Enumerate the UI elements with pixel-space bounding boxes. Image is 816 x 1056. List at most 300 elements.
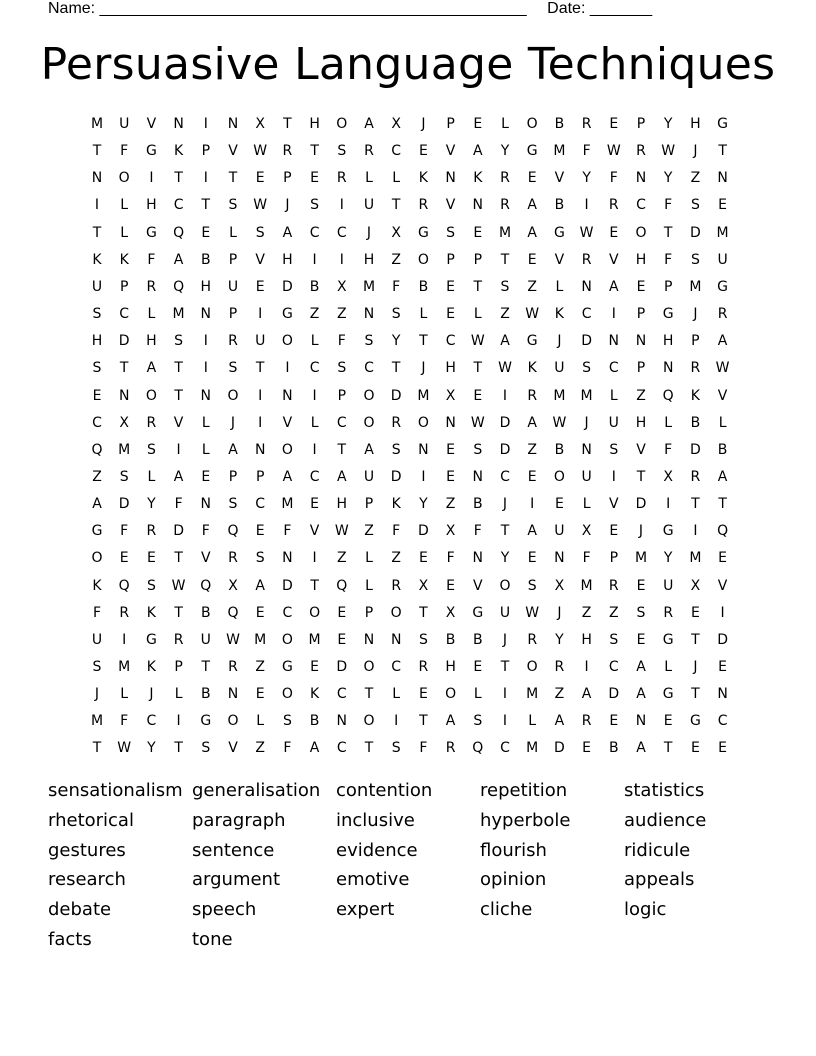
grid-letter: R: [500, 170, 510, 187]
grid-letter: I: [693, 523, 698, 540]
grid-letter: E: [446, 577, 456, 594]
grid-letter: T: [500, 523, 510, 540]
grid-letter: J: [230, 414, 236, 431]
grid-letter: A: [554, 713, 565, 730]
grid-letter: U: [227, 278, 239, 295]
grid-letter: O: [281, 631, 293, 648]
grid-letter: D: [499, 414, 511, 431]
grid-row: [85, 440, 745, 460]
grid-letter: F: [147, 251, 156, 268]
grid-letter: U: [499, 604, 511, 621]
grid-letter: T: [119, 360, 129, 377]
grid-letter: R: [282, 143, 293, 160]
grid-letter: E: [473, 387, 483, 404]
grid-letter: D: [173, 523, 184, 540]
grid-letter: J: [421, 116, 426, 132]
grid-letter: A: [636, 686, 646, 703]
grid-letter: Q: [200, 577, 212, 594]
grid-letter: I: [530, 496, 535, 513]
grid-letter: Z: [554, 686, 565, 703]
grid-letter: F: [664, 441, 673, 458]
grid-letter: Y: [419, 496, 428, 513]
grid-letter: H: [363, 251, 375, 268]
grid-letter: W: [253, 197, 268, 214]
grid-letter: L: [365, 170, 373, 187]
grid-letter: E: [473, 224, 483, 241]
grid-letter: E: [418, 686, 428, 703]
grid-letter: N: [282, 387, 293, 404]
grid-letter: M: [526, 686, 539, 703]
grid-letter: C: [336, 740, 347, 757]
grid-letter: E: [690, 740, 700, 757]
grid-letter: L: [120, 224, 129, 241]
grid-letter: Z: [527, 278, 537, 295]
grid-letter: L: [664, 659, 673, 675]
grid-letter: R: [173, 631, 184, 648]
grid-letter: K: [119, 251, 129, 268]
grid-letter: Q: [91, 441, 103, 458]
page-title: Persuasive Language Techniques: [40, 39, 776, 90]
grid-letter: G: [145, 224, 157, 241]
grid-letter: C: [717, 713, 728, 730]
word-bank-item: appeals: [624, 869, 695, 891]
grid-letter: A: [92, 496, 102, 513]
grid-letter: M: [417, 387, 430, 404]
grid-letter: S: [391, 740, 401, 757]
grid-letter: S: [92, 306, 102, 323]
date-field-label: Date: _______: [547, 0, 653, 17]
grid-letter: M: [90, 116, 104, 132]
grid-letter: L: [528, 713, 537, 730]
grid-letter: C: [336, 414, 347, 431]
grid-row: [85, 331, 745, 351]
grid-letter: Z: [581, 604, 592, 621]
grid-letter: R: [228, 333, 238, 350]
grid-letter: M: [580, 387, 593, 404]
grid-letter: E: [554, 496, 564, 513]
grid-letter: O: [145, 387, 157, 404]
grid-letter: L: [120, 197, 129, 214]
grid-letter: R: [527, 631, 538, 648]
word-bank-item: paragraph: [192, 809, 286, 831]
grid-letter: W: [579, 224, 594, 241]
grid-letter: T: [391, 197, 401, 214]
grid-letter: K: [527, 360, 537, 377]
grid-letter: U: [363, 197, 375, 214]
grid-letter: Z: [391, 550, 401, 567]
grid-letter: E: [718, 740, 728, 757]
grid-letter: S: [92, 360, 102, 377]
grid-row: [85, 141, 745, 161]
grid-letter: E: [527, 550, 537, 567]
grid-letter: U: [91, 278, 103, 295]
grid-letter: L: [120, 686, 129, 703]
grid-letter: A: [173, 251, 184, 268]
grid-letter: R: [527, 387, 538, 404]
word-bank-item: research: [48, 869, 126, 891]
grid-letter: R: [146, 414, 157, 431]
grid-letter: I: [258, 306, 263, 323]
grid-letter: R: [581, 251, 592, 268]
grid-letter: L: [582, 496, 591, 513]
grid-letter: E: [418, 550, 428, 567]
grid-letter: N: [662, 360, 674, 377]
grid-letter: L: [392, 686, 401, 703]
grid-letter: E: [527, 251, 537, 268]
grid-letter: D: [608, 686, 620, 703]
grid-letter: C: [608, 360, 619, 377]
grid-letter: M: [254, 631, 267, 648]
grid-letter: S: [364, 333, 374, 350]
grid-letter: T: [691, 631, 700, 648]
grid-letter: R: [418, 659, 429, 675]
grid-letter: I: [94, 197, 100, 214]
grid-letter: E: [718, 550, 728, 567]
grid-letter: I: [312, 441, 317, 458]
grid-letter: K: [418, 170, 428, 187]
grid-letter: B: [200, 604, 211, 621]
grid-letter: R: [146, 278, 157, 295]
grid-letter: M: [172, 306, 185, 323]
grid-letter: L: [174, 686, 183, 703]
grid-letter: O: [417, 414, 429, 431]
grid-letter: S: [446, 224, 456, 241]
grid-letter: C: [500, 468, 510, 485]
grid-letter: U: [554, 523, 565, 540]
grid-letter: J: [285, 197, 290, 214]
grid-letter: I: [258, 414, 263, 431]
grid-letter: A: [364, 441, 374, 458]
grid-letter: E: [690, 604, 700, 621]
grid-letter: G: [662, 306, 674, 323]
word-bank-item: emotive: [336, 869, 410, 891]
grid-letter: Q: [173, 224, 185, 241]
grid-letter: R: [554, 659, 565, 675]
grid-letter: S: [146, 441, 156, 458]
grid-letter: J: [421, 360, 426, 377]
grid-letter: B: [472, 631, 483, 648]
grid-letter: Y: [663, 550, 673, 567]
grid-letter: L: [310, 333, 319, 350]
grid-letter: Z: [609, 604, 619, 621]
grid-letter: J: [502, 496, 508, 513]
grid-letter: H: [445, 659, 456, 675]
grid-letter: P: [255, 468, 265, 485]
grid-letter: L: [201, 414, 210, 431]
grid-letter: X: [690, 577, 701, 594]
grid-letter: W: [552, 414, 567, 431]
grid-letter: T: [663, 740, 673, 757]
grid-letter: P: [636, 360, 646, 377]
grid-letter: N: [581, 441, 592, 458]
grid-letter: E: [255, 686, 265, 703]
grid-letter: O: [363, 414, 375, 431]
grid-letter: A: [527, 414, 537, 431]
grid-letter: E: [609, 713, 619, 730]
grid-letter: E: [418, 143, 428, 160]
grid-letter: E: [146, 550, 156, 567]
grid-letter: G: [91, 523, 103, 540]
header: [48, 0, 748, 20]
grid-letter: V: [255, 251, 265, 268]
grid-letter: E: [446, 441, 456, 458]
grid-letter: G: [717, 278, 729, 295]
grid-letter: L: [201, 441, 210, 458]
grid-letter: J: [693, 306, 698, 323]
grid-letter: F: [392, 278, 401, 295]
grid-letter: N: [445, 170, 456, 187]
grid-letter: D: [118, 496, 130, 513]
grid-letter: T: [283, 116, 292, 132]
grid-letter: O: [281, 441, 293, 458]
grid-letter: H: [309, 116, 320, 132]
grid-letter: S: [310, 197, 320, 214]
grid-letter: T: [174, 387, 183, 404]
grid-letter: S: [609, 631, 619, 648]
grid-letter: W: [606, 143, 621, 160]
grid-letter: P: [228, 468, 238, 485]
grid-letter: Z: [364, 523, 374, 540]
grid-letter: X: [663, 468, 673, 485]
word-bank-item: sensationalism: [48, 780, 183, 801]
grid-letter: Y: [582, 170, 591, 187]
grid-letter: A: [581, 686, 592, 703]
grid-letter: G: [717, 116, 729, 132]
grid-letter: F: [283, 523, 292, 540]
grid-letter: T: [473, 360, 483, 377]
grid-letter: C: [92, 414, 102, 431]
grid-letter: A: [636, 659, 646, 675]
grid-letter: I: [394, 713, 399, 730]
grid-letter: G: [200, 713, 212, 730]
grid-letter: H: [200, 278, 212, 295]
grid-letter: S: [146, 577, 156, 594]
grid-row: [85, 250, 745, 270]
grid-letter: R: [336, 170, 347, 187]
grid-letter: D: [282, 278, 293, 295]
grid-letter: L: [419, 306, 428, 323]
grid-letter: N: [608, 333, 620, 350]
grid-letter: X: [391, 224, 401, 241]
grid-letter: V: [554, 170, 565, 187]
grid-letter: B: [309, 713, 320, 730]
grid-letter: F: [337, 333, 346, 350]
grid-letter: R: [228, 550, 238, 567]
grid-letter: E: [255, 278, 265, 295]
word-bank-item: gestures: [48, 839, 126, 861]
grid-letter: D: [690, 441, 701, 458]
grid-letter: P: [364, 604, 374, 621]
grid-letter: T: [500, 659, 510, 675]
grid-letter: N: [472, 550, 484, 567]
grid-letter: I: [502, 387, 508, 404]
grid-letter: M: [362, 278, 376, 295]
grid-row: [85, 494, 745, 514]
grid-letter: C: [336, 686, 347, 703]
grid-letter: R: [418, 197, 429, 214]
grid-letter: K: [92, 251, 102, 268]
grid-letter: U: [663, 577, 674, 594]
grid-letter: E: [636, 577, 646, 594]
grid-letter: C: [282, 604, 293, 621]
grid-letter: J: [94, 686, 100, 703]
grid-letter: U: [608, 414, 619, 431]
grid-letter: F: [446, 550, 455, 567]
grid-letter: S: [228, 496, 238, 513]
grid-letter: S: [255, 224, 265, 241]
grid-letter: T: [473, 278, 483, 295]
grid-letter: R: [663, 604, 674, 621]
grid-letter: N: [418, 441, 429, 458]
grid-letter: D: [390, 468, 402, 485]
grid-letter: N: [282, 550, 293, 567]
grid-row: [85, 576, 745, 596]
grid-row: [85, 195, 745, 215]
grid-letter: P: [446, 116, 455, 132]
grid-letter: S: [609, 441, 619, 458]
grid-letter: A: [500, 333, 510, 350]
grid-letter: F: [120, 713, 129, 730]
grid-letter: H: [445, 360, 456, 377]
grid-letter: C: [173, 197, 184, 214]
grid-letter: S: [228, 360, 238, 377]
grid-letter: C: [119, 306, 130, 323]
grid-letter: J: [693, 659, 698, 675]
grid-letter: X: [228, 577, 238, 594]
grid-letter: D: [554, 740, 565, 757]
grid-letter: I: [122, 631, 127, 648]
grid-letter: G: [662, 523, 674, 540]
grid-letter: O: [526, 116, 538, 132]
grid-letter: R: [364, 143, 374, 160]
grid-letter: B: [418, 278, 429, 295]
grid-letter: R: [445, 740, 456, 757]
grid-letter: V: [282, 414, 293, 431]
grid-letter: Z: [92, 468, 102, 485]
grid-letter: C: [364, 360, 374, 377]
word-bank-item: ridicule: [624, 839, 691, 861]
grid-letter: F: [419, 740, 428, 757]
grid-letter: M: [308, 631, 321, 648]
grid-letter: E: [718, 659, 728, 675]
grid-letter: T: [174, 550, 183, 567]
grid-letter: B: [445, 631, 456, 648]
grid-letter: S: [500, 278, 510, 295]
grid-letter: J: [149, 686, 154, 703]
grid-letter: H: [690, 116, 701, 132]
grid-letter: P: [609, 550, 619, 567]
grid-letter: E: [310, 659, 320, 675]
grid-letter: O: [227, 387, 239, 404]
grid-letter: Z: [309, 306, 320, 323]
grid-letter: N: [581, 278, 592, 295]
grid-letter: F: [392, 523, 401, 540]
grid-letter: P: [691, 333, 700, 350]
grid-row: [85, 467, 745, 487]
grid-letter: N: [227, 116, 239, 132]
grid-letter: T: [419, 333, 428, 350]
grid-letter: M: [281, 496, 294, 513]
grid-letter: S: [391, 441, 401, 458]
grid-letter: R: [391, 577, 402, 594]
grid-letter: H: [146, 197, 157, 214]
grid-letter: X: [418, 577, 429, 594]
grid-letter: I: [312, 550, 317, 567]
grid-letter: E: [718, 197, 728, 214]
grid-letter: E: [201, 468, 211, 485]
grid-letter: Z: [690, 170, 701, 187]
grid-letter: C: [336, 224, 347, 241]
grid-letter: E: [582, 740, 592, 757]
grid-row: [85, 684, 745, 704]
grid-letter: C: [581, 306, 592, 323]
grid-letter: M: [689, 278, 702, 295]
grid-letter: E: [255, 604, 265, 621]
grid-letter: F: [120, 143, 129, 160]
grid-letter: X: [581, 523, 592, 540]
grid-letter: C: [500, 740, 510, 757]
word-bank-item: generalisation: [192, 780, 321, 801]
grid-letter: S: [391, 306, 401, 323]
grid-letter: T: [174, 360, 183, 377]
grid-letter: J: [638, 523, 644, 540]
grid-letter: D: [690, 224, 701, 241]
grid-letter: M: [526, 740, 539, 757]
grid-letter: A: [527, 523, 537, 540]
grid-letter: M: [118, 659, 131, 675]
grid-letter: Z: [636, 387, 646, 404]
grid-letter: R: [581, 116, 592, 132]
grid-letter: P: [636, 116, 646, 132]
grid-letter: D: [418, 523, 429, 540]
word-bank-item: cliche: [480, 899, 533, 921]
grid-letter: Y: [147, 496, 156, 513]
grid-letter: Z: [337, 306, 347, 323]
grid-letter: S: [582, 360, 592, 377]
grid-letter: A: [228, 441, 238, 458]
grid-letter: M: [90, 713, 104, 730]
grid-letter: R: [690, 360, 701, 377]
grid-letter: O: [363, 387, 375, 404]
grid-letter: I: [584, 659, 589, 675]
grid-letter: T: [663, 224, 673, 241]
grid-letter: N: [200, 306, 212, 323]
grid-letter: E: [473, 659, 483, 675]
grid-letter: E: [609, 224, 619, 241]
grid-letter: P: [228, 251, 238, 268]
grid-letter: E: [446, 306, 456, 323]
grid-letter: N: [363, 631, 375, 648]
grid-letter: S: [337, 143, 347, 160]
grid-letter: S: [690, 251, 700, 268]
grid-letter: F: [664, 197, 673, 214]
grid-letter: Q: [227, 523, 239, 540]
grid-letter: V: [717, 577, 728, 594]
grid-letter: G: [281, 659, 293, 675]
grid-letter: S: [473, 441, 483, 458]
grid-letter: N: [717, 170, 728, 187]
grid-letter: N: [200, 496, 212, 513]
grid-letter: Q: [118, 577, 130, 594]
grid-letter: O: [445, 686, 457, 703]
grid-letter: T: [691, 686, 700, 703]
grid-letter: B: [554, 441, 565, 458]
grid-letter: O: [553, 468, 565, 485]
grid-letter: D: [118, 333, 130, 350]
grid-letter: Y: [663, 116, 673, 132]
grid-letter: K: [554, 306, 564, 323]
grid-row: [85, 386, 745, 406]
